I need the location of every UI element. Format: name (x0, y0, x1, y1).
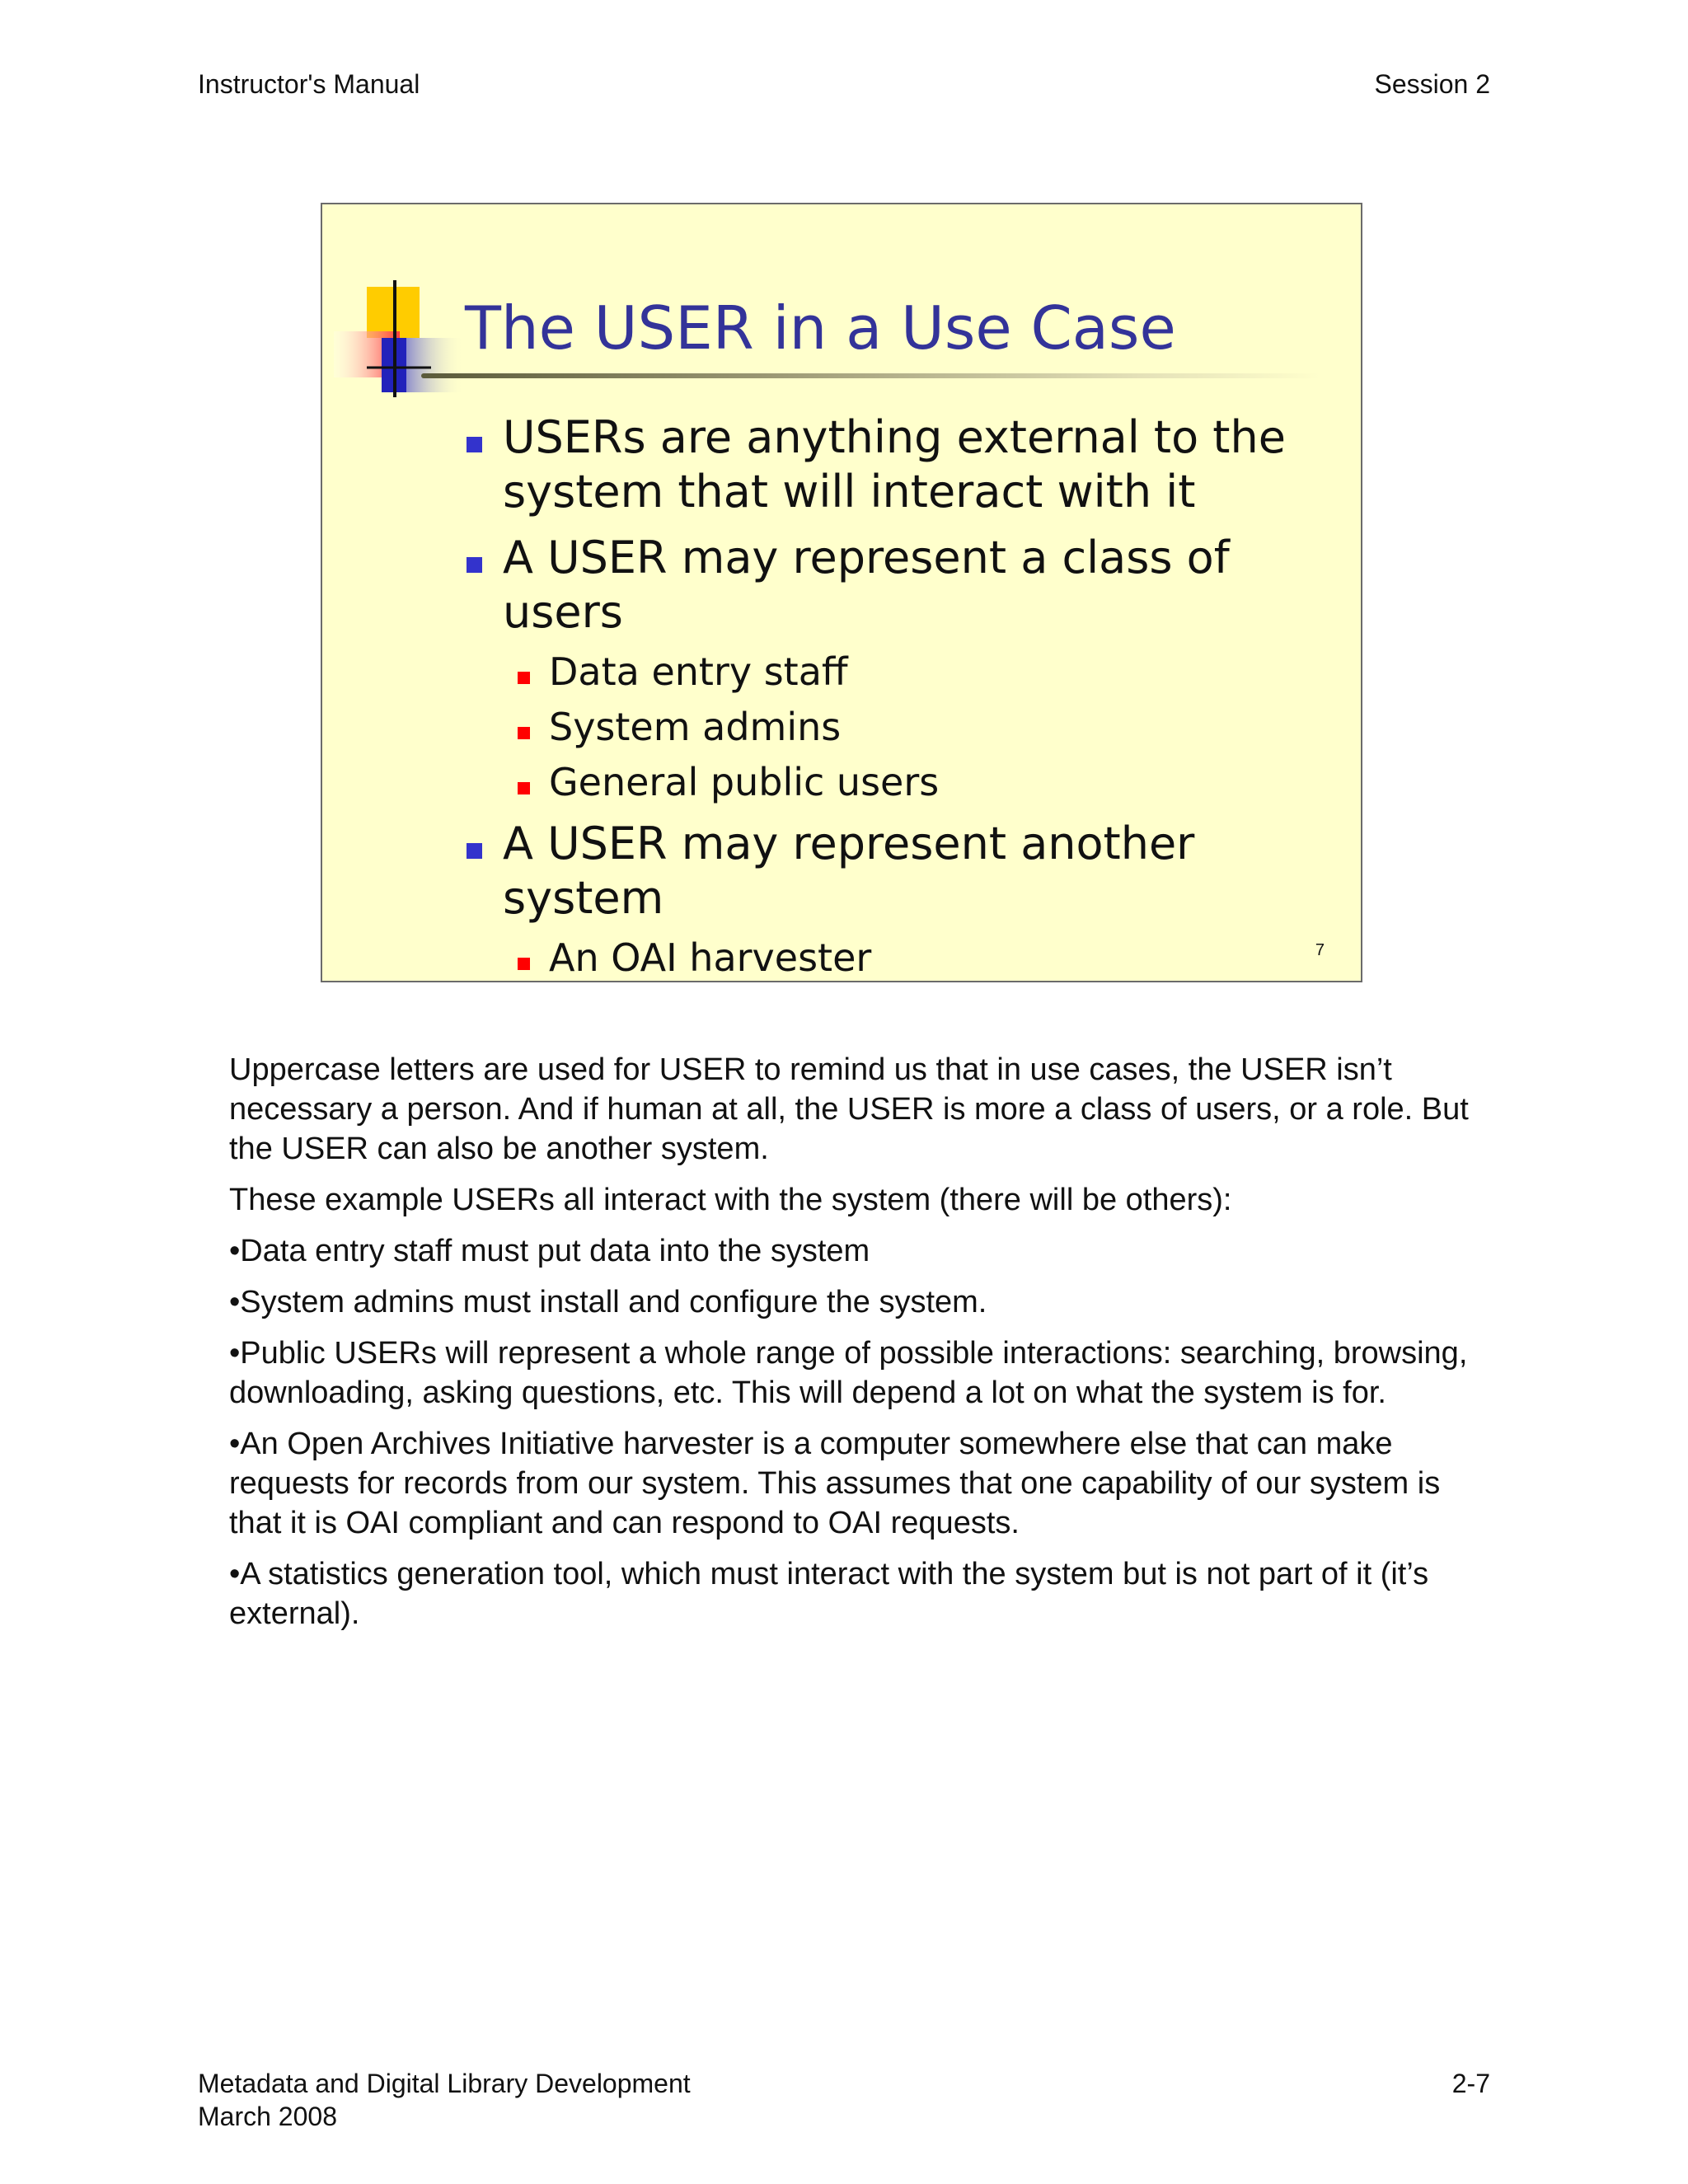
notes-paragraph: •A statistics generation tool, which must interact with the system but is not part of it (it’s external). (229, 1557, 1429, 1631)
instructor-notes (229, 1050, 1482, 1645)
page-number: 2-7 (1451, 2069, 1490, 2098)
slide (321, 203, 1362, 982)
slide-title: The USER in a Use Case (465, 293, 1176, 363)
sub-bullet-item: System admins (465, 703, 1339, 751)
slide-bullets (465, 410, 1339, 992)
bullet-item: USERs are anything external to the system that will interact with it (465, 410, 1339, 519)
publication-date: March 2008 (198, 2102, 337, 2131)
notes-paragraph: •Data entry staff must put data into the system (229, 1234, 870, 1268)
sub-bullet-item: General public users (465, 758, 1339, 806)
notes-paragraph: •Public USERs will represent a whole range of possible interactions: searching, browsing, downloading, asking questions, etc. This will depend a lot on what the system is for. (229, 1336, 1468, 1410)
page-footer (198, 2067, 1490, 2133)
notes-paragraph: •System admins must install and configure the system. (229, 1285, 987, 1319)
title-rule (421, 373, 1320, 378)
sub-bullet-item: An OAI harvester (465, 934, 1339, 982)
manual-label: Instructor's Manual (198, 69, 420, 99)
bullet-item: A USER may represent another system (465, 817, 1339, 926)
page-header (198, 66, 1490, 102)
slide-number: 7 (1315, 941, 1325, 959)
slide-logo-icon (334, 280, 466, 412)
course-title: Metadata and Digital Library Development (198, 2069, 691, 2098)
sub-bullet-item: Data entry staff (465, 648, 1339, 696)
notes-paragraph: Uppercase letters are used for USER to remind us that in use cases, the USER isn’t necessary a person. And if human at all, the USER is more a class of users, or a role. But the USER can also be another system. (229, 1052, 1469, 1166)
notes-paragraph: These example USERs all interact with the system (there will be others): (229, 1183, 1232, 1217)
footer-left (198, 2067, 691, 2133)
notes-paragraph: •An Open Archives Initiative harvester is a computer somewhere else that can make requests for records from our system. This assumes that one capability of our system is that it is OAI compliant and can respond to OAI requests. (229, 1427, 1441, 1540)
session-label: Session 2 (1374, 69, 1490, 99)
bullet-item: A USER may represent a class of users (465, 531, 1339, 640)
